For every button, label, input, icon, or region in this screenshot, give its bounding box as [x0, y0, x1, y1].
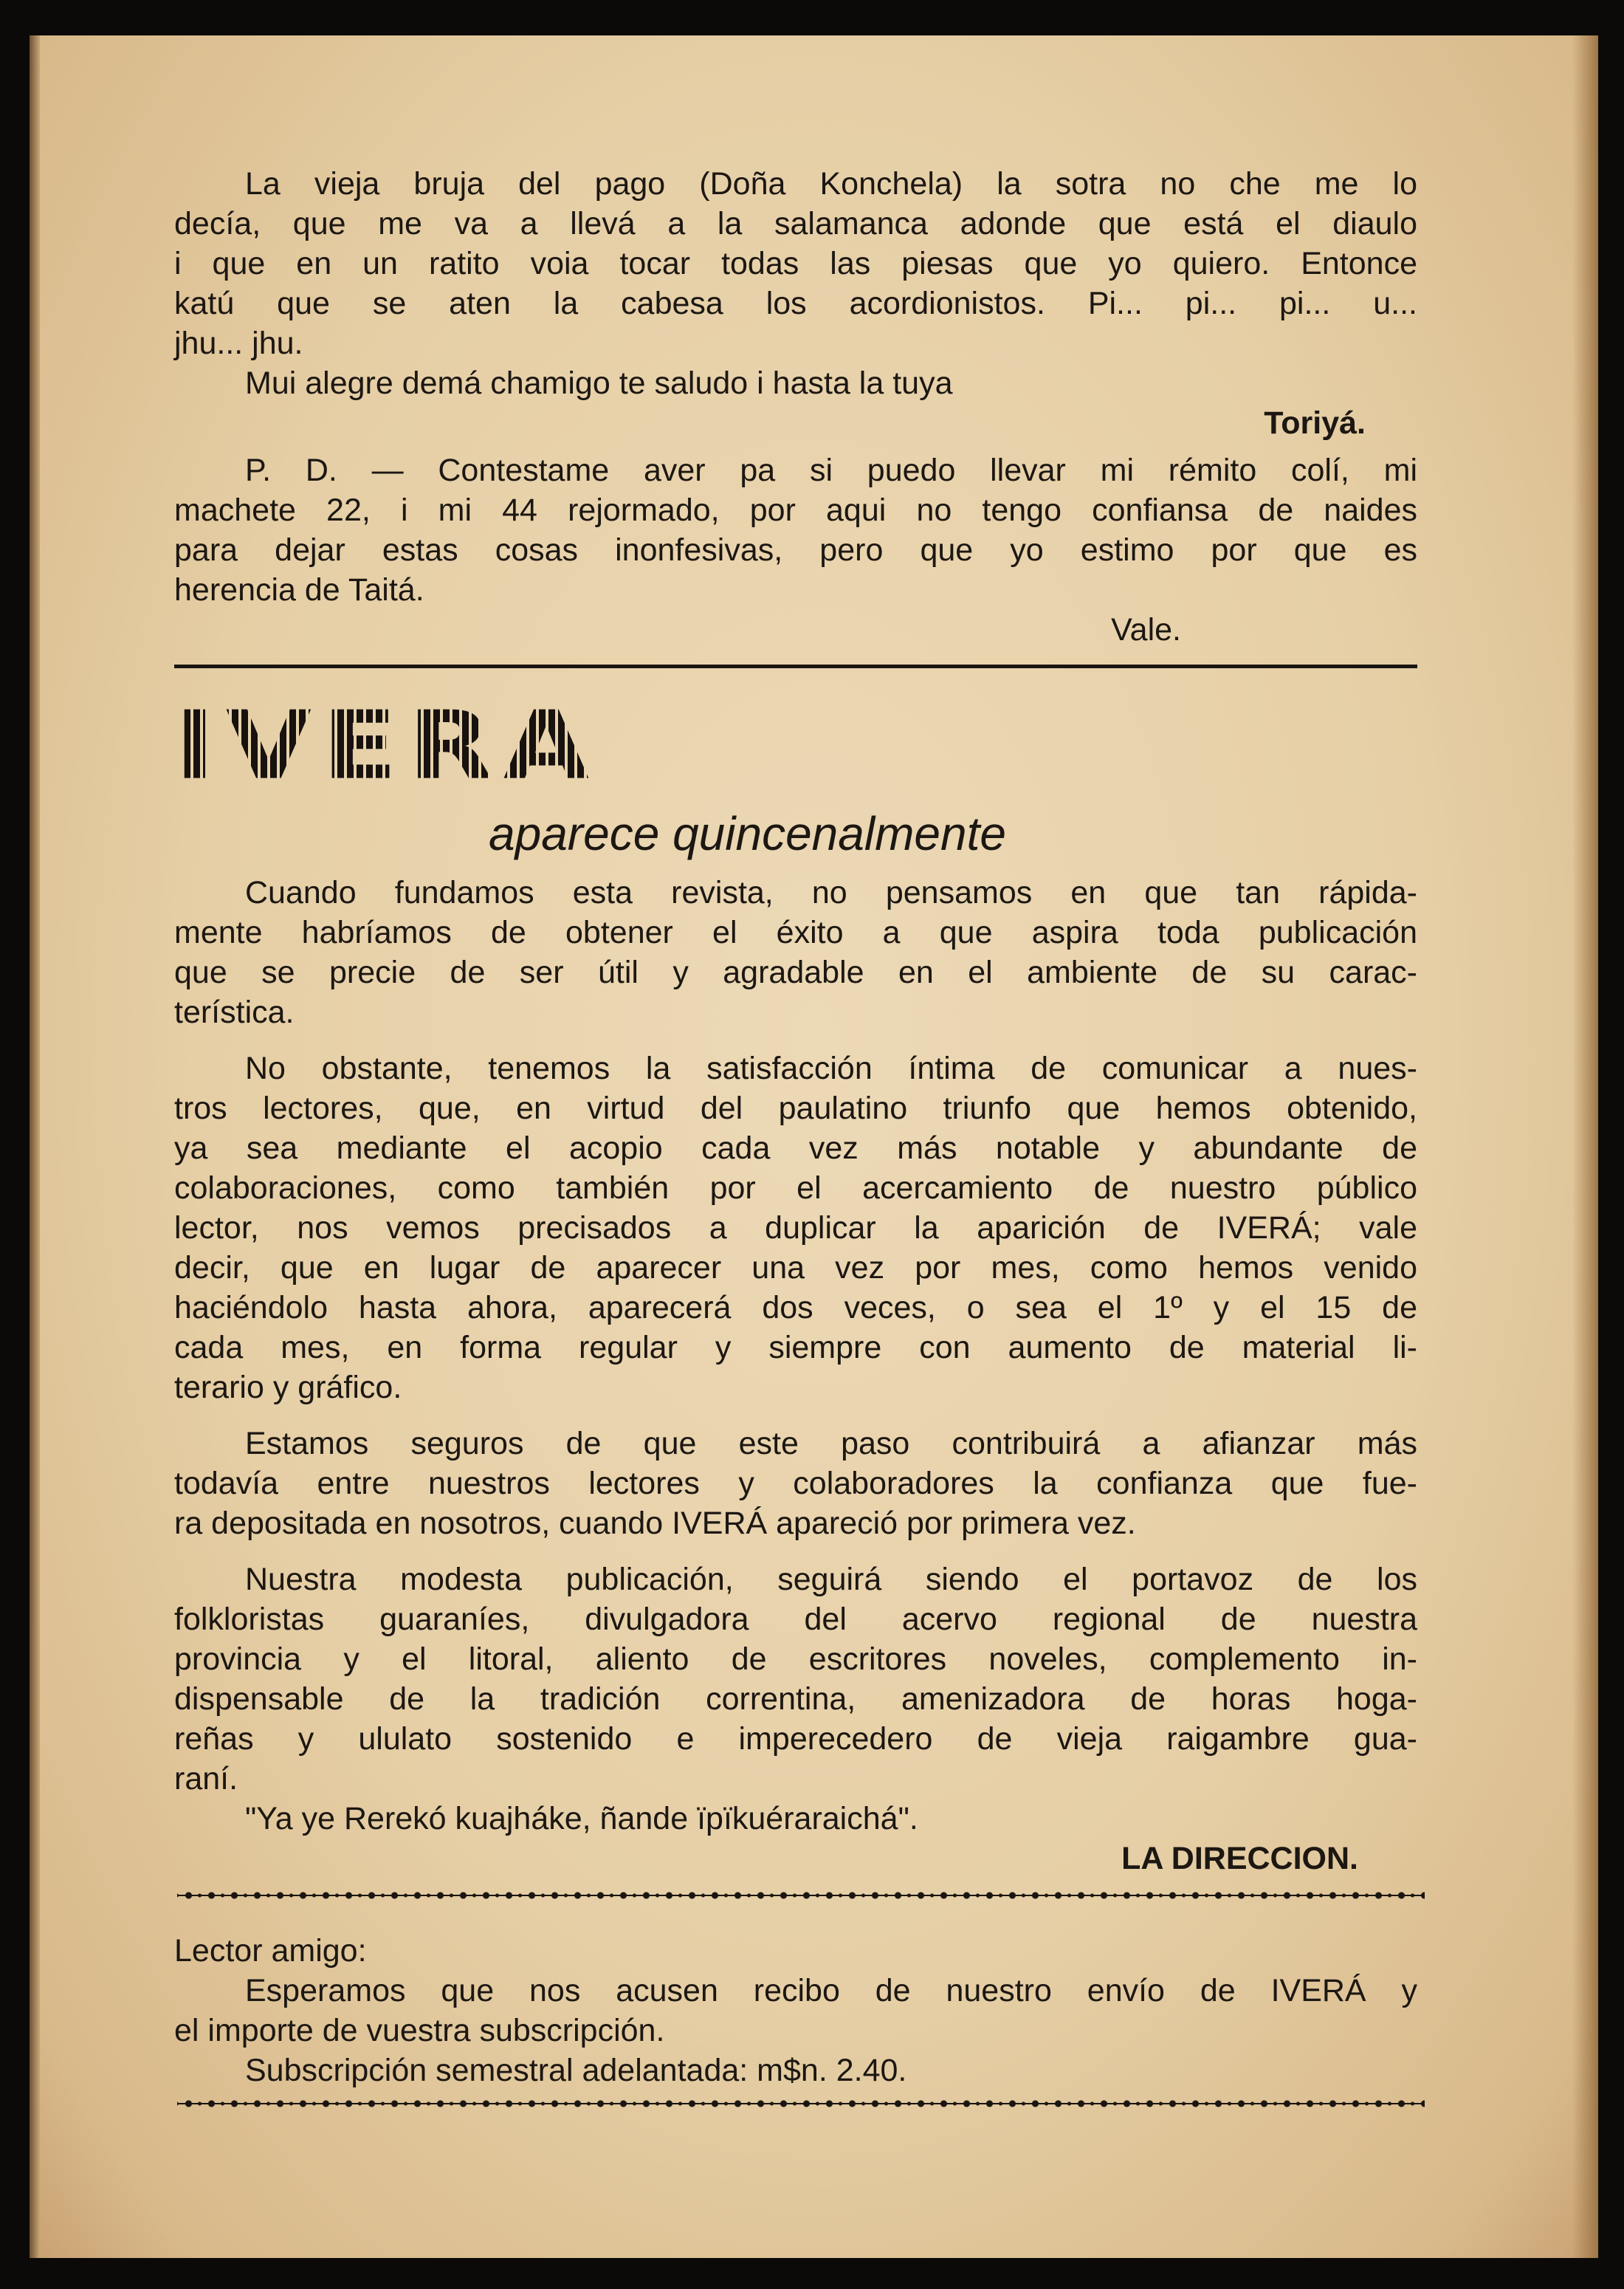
text-line: raní. — [174, 1761, 238, 1796]
text-line: La vieja bruja del pago (Doña Konchela) la sotra no che me lo — [245, 166, 1417, 202]
text-line: Cuando fundamos esta revista, no pensamos en que tan rápida- — [245, 875, 1417, 910]
text-line: decir, que en lugar de aparecer una vez por mes, como hemos venido — [174, 1250, 1417, 1286]
text-line: tros lectores, que, en virtud del paulatino triunfo que hemos obtenido, — [174, 1091, 1417, 1126]
text-line: ya sea mediante el acopio cada vez más notable y abundante de — [174, 1130, 1417, 1166]
text-line: jhu... jhu. — [174, 326, 303, 361]
letter-closing: Vale. — [1111, 612, 1181, 648]
letter-signature: Toriyá. — [1264, 405, 1366, 441]
text-line: terario y gráfico. — [174, 1370, 402, 1405]
text-line: reñas y ululato sostenido e imperecedero de vieja raigambre gua- — [174, 1721, 1417, 1757]
text-line: haciéndolo hasta ahora, aparecerá dos veces, o sea el 1º y el 15 de — [174, 1290, 1417, 1325]
text-line: folkloristas guaraníes, divulgadora del acervo regional de nuestra — [174, 1602, 1417, 1637]
text-line: terística. — [174, 995, 295, 1030]
page-edge — [1572, 35, 1598, 2258]
paragraph — [174, 1424, 1417, 1543]
text-line: herencia de Taitá. — [174, 572, 424, 608]
text-line: que se precie de ser útil y agradable en el ambiente de su carac- — [174, 955, 1417, 990]
ivera-logo: IVERA — [174, 691, 599, 801]
notice-text — [174, 873, 1417, 1878]
text-line: Esperamos que nos acusen recibo de nuestro envío de IVERÁ y — [245, 1973, 1417, 2008]
text-line: decía, que me va a llevá a la salamanca adonde que está el diaulo — [174, 206, 1417, 241]
guarani-quote: "Ya ye Rerekó kuajháke, ñande ïpïkuéraraichá". — [245, 1801, 918, 1836]
text-line: Mui alegre demá chamigo te saludo i hasta la tuya — [245, 366, 953, 401]
paragraph — [174, 1559, 1417, 1799]
text-line: Nuestra modesta publicación, seguirá siendo el portavoz de los — [245, 1562, 1417, 1597]
text-line: machete 22, i mi 44 rejormado, por aqui no tengo confiansa de naides — [174, 493, 1417, 528]
text-line: dispensable de la tradición correntina, amenizadora de horas hoga- — [174, 1681, 1417, 1717]
text-line: mente habríamos de obtener el éxito a que aspira toda publicación — [174, 915, 1417, 950]
text-line: todavía entre nuestros lectores y colaboradores la confianza que fue- — [174, 1466, 1417, 1501]
text-line: lector, nos vemos precisados a duplicar la aparición de IVERÁ; vale — [174, 1210, 1417, 1246]
text-line: katú que se aten la cabesa los acordionistos. Pi... pi... pi... u... — [174, 286, 1417, 321]
text-line: ra depositada en nosotros, cuando IVERÁ apareció por primera vez. — [174, 1506, 1136, 1541]
page-spine — [30, 35, 40, 2258]
subscription-price: Subscripción semestral adelantada: m$n. 2.40. — [245, 2053, 907, 2088]
dotted-divider — [177, 2098, 1425, 2109]
divider-rule — [174, 665, 1417, 668]
paragraph — [174, 1049, 1417, 1407]
notice-signature: LA DIRECCION. — [1121, 1841, 1358, 1876]
text-line: P. D. — Contestame aver pa si puedo llevar mi rémito colí, mi — [245, 453, 1417, 488]
letter-text — [174, 164, 1417, 650]
dotted-divider — [177, 1890, 1425, 1901]
text-line: provincia y el litoral, aliento de escritores noveles, complemento in- — [174, 1641, 1417, 1677]
text-line: para dejar estas cosas inonfesivas, pero que yo estimo por que es — [174, 532, 1417, 568]
text-line: cada mes, en forma regular y siempre con aumento de material li- — [174, 1330, 1417, 1365]
reader-greeting: Lector amigo: — [174, 1933, 367, 1969]
text-line: Estamos seguros de que este paso contribuirá a afianzar más — [245, 1426, 1417, 1461]
text-line: el importe de vuestra subscripción. — [174, 2013, 665, 2048]
text-line: No obstante, tenemos la satisfacción íntima de comunicar a nues- — [245, 1051, 1417, 1086]
text-line: colaboraciones, como también por el acercamiento de nuestro público — [174, 1170, 1417, 1206]
notice-subtitle: aparece quincenalmente — [489, 807, 1006, 860]
text-line: i que en un ratito voia tocar todas las piesas que yo quiero. Entonce — [174, 246, 1417, 281]
reader-box — [174, 1931, 1417, 2090]
paragraph — [174, 873, 1417, 1032]
